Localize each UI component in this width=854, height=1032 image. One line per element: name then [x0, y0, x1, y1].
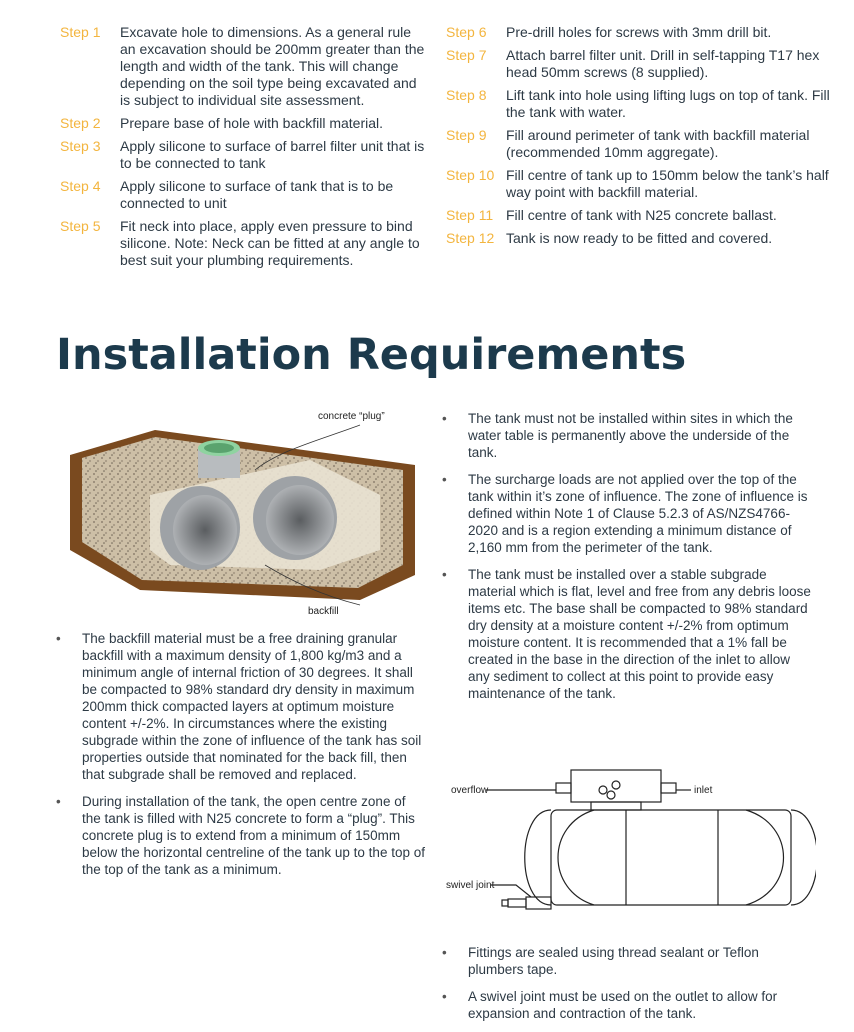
label-overflow: overflow	[451, 785, 489, 796]
step-text: Prepare base of hole with backfill material.	[120, 115, 384, 131]
step-label: Step 8	[446, 87, 487, 103]
list-item: • Fittings are sealed using thread sealant or Teflon plumbers tape.	[442, 944, 814, 978]
list-item: • A swivel joint must be used on the outlet to allow for expansion and contraction of the tank.	[442, 988, 814, 1022]
tank-side-figure	[446, 765, 816, 935]
step-item	[60, 178, 430, 212]
step-item	[446, 167, 836, 201]
step-item	[60, 115, 430, 132]
step-text: Fit neck into place, apply even pressure to bind silicone. Note: Neck can be fitted at any angle to best suit your plumbing requirements.	[120, 218, 420, 268]
requirements-list-left	[56, 630, 426, 888]
step-item	[60, 138, 430, 172]
list-item: • The backfill material must be a free draining granular backfill with a maximum density of 1,800 kg/m3 and a minimum angle of internal friction of 30 degrees. It shall be compacted to 98% standard dry density in maximum 200mm thick compacted layers at optimum moisture content +/-2%. In circumstances where the existing subgrade within the zone of influence of the tank has soil properties outside that nominated for the back fill, then that subgrade shall be removed and replaced.	[56, 630, 426, 783]
step-item	[446, 24, 836, 41]
step-text: Lift tank into hole using lifting lugs on top of tank. Fill the tank with water.	[506, 87, 830, 120]
step-text: Fill around perimeter of tank with backfill material (recommended 10mm aggregate).	[506, 127, 810, 160]
step-text: Apply silicone to surface of tank that is to be connected to unit	[120, 178, 394, 211]
section-title: Installation Requirements	[56, 330, 687, 380]
step-text: Tank is now ready to be fitted and covered.	[506, 230, 773, 246]
step-label: Step 10	[446, 167, 495, 183]
list-item: • The tank must not be installed within sites in which the water table is permanently above the underside of the tank.	[442, 410, 814, 461]
step-text: Excavate hole to dimensions. As a general rule an excavation should be 200mm greater than the length and width of the tank. This will change depending on the soil type being excavated and is subject to individual site assessment.	[120, 24, 425, 108]
tank-cutaway-figure	[60, 400, 430, 625]
steps-right-column	[446, 24, 836, 253]
requirements-list-right-bottom	[442, 944, 814, 1032]
step-text: Attach barrel filter unit. Drill in self-tapping T17 hex head 50mm screws (8 supplied).	[506, 47, 820, 80]
step-text: Fill centre of tank up to 150mm below the tank’s half way point with backfill material.	[506, 167, 829, 200]
label-inlet: inlet	[694, 785, 713, 796]
step-text: Fill centre of tank with N25 concrete ballast.	[506, 207, 777, 223]
step-item	[60, 218, 430, 269]
label-concrete-plug: concrete “plug”	[318, 411, 385, 422]
step-label: Step 4	[60, 178, 101, 194]
step-label: Step 3	[60, 138, 101, 154]
step-label: Step 6	[446, 24, 487, 40]
steps-left-column	[60, 24, 430, 275]
step-item	[446, 127, 836, 161]
step-label: Step 11	[446, 207, 494, 223]
step-text: Apply silicone to surface of barrel filter unit that is to be connected to tank	[120, 138, 425, 171]
list-item: • The tank must be installed over a stable subgrade material which is flat, level and free from any debris loose items etc. The base shall be compacted to 98% standard dry density at a moisture content +/-2% from optimum moisture content. It is recommended that a 1% fall be created in the base in the direction of the inlet to allow any sediment to collect at this point to provide easy maintenance of the tank.	[442, 566, 814, 702]
step-item	[446, 47, 836, 81]
step-label: Step 9	[446, 127, 487, 143]
list-item: • During installation of the tank, the open centre zone of the tank is filled with N25 concrete to form a “plug”. This concrete plug is to extend from a minimum of 150mm below the horizontal centreline of the tank up to the top of the top of the tank as a minimum.	[56, 793, 426, 878]
step-item	[446, 87, 836, 121]
label-backfill: backfill	[308, 606, 339, 617]
step-text: Pre-drill holes for screws with 3mm drill bit.	[506, 24, 772, 40]
step-label: Step 5	[60, 218, 101, 234]
list-item: • The surcharge loads are not applied over the top of the tank within it’s zone of influence. The zone of influence is defined within Note 1 of Clause 5.2.3 of AS/NZS4766-2020 and is a region extending a minimum distance of 2,160 mm from the perimeter of the tank.	[442, 471, 814, 556]
label-swivel-joint: swivel joint	[446, 880, 495, 891]
step-item	[60, 24, 430, 109]
tank-cutaway-illustration	[60, 400, 430, 625]
step-label: Step 12	[446, 230, 495, 246]
step-label: Step 1	[60, 24, 101, 40]
step-item	[446, 207, 836, 224]
tank-side-drawing	[446, 765, 816, 935]
step-label: Step 7	[446, 47, 487, 63]
step-label: Step 2	[60, 115, 101, 131]
step-item	[446, 230, 836, 247]
requirements-list-right	[442, 410, 814, 712]
